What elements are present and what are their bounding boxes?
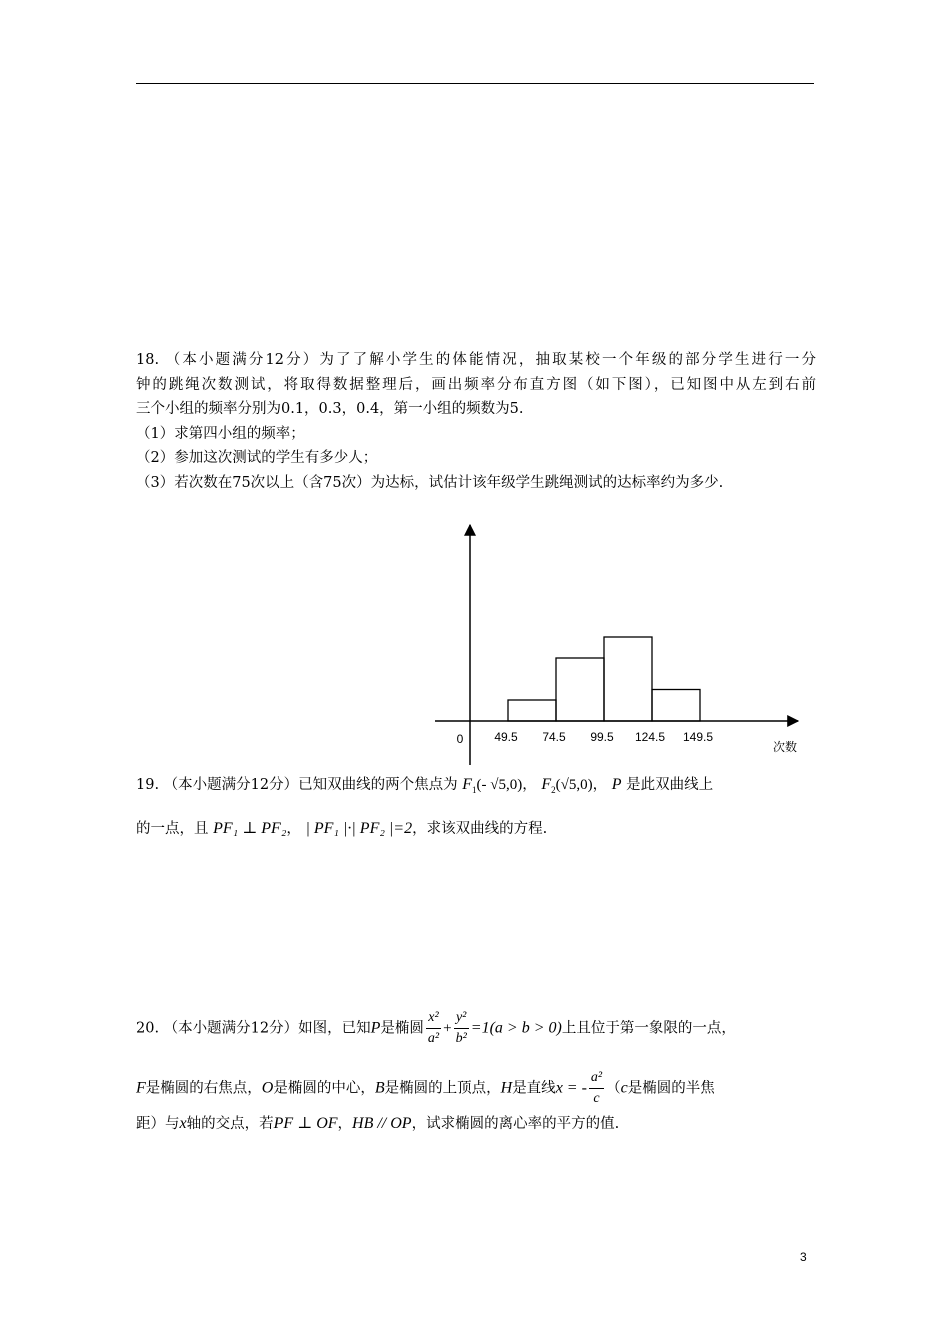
focus-f1: $F_1$ [462, 776, 477, 796]
point-p: P [611, 776, 622, 793]
q18-line-3: 三个小组的频率分别为0.1，0.3，0.4，第一小组的频数为5. [136, 401, 524, 417]
ellipse-equation-tail: =1(a > b > 0) [470, 1019, 562, 1037]
perpendicular-condition: PF₁ ⊥ PF₂ [213, 820, 287, 837]
focus-f2-coord: (√5,0) [555, 777, 593, 793]
q19-line-1: 19. （本小题满分12分）已知双曲线的两个焦点为 $F_1(-$ √5,0)， $F_2(√5,0)$， P 是此双曲线上 [136, 776, 714, 796]
x-axis-label: 次数 [772, 740, 798, 754]
fraction-x2-a2: $\frac{\text{x²}}{\text{a²}}$ [427, 1010, 440, 1046]
x-tick-label: 99.5 [590, 730, 614, 744]
condition-hb-parallel-op: HB // OP [352, 1115, 412, 1132]
q20-line-3: 距）与x轴的交点，若PF ⊥ OF，HB // OP，试求椭圆的离心率的平方的值. [136, 1115, 620, 1132]
focus-f1-coord: (- √5,0) [476, 777, 523, 793]
q19-tail: 是此双曲线上 [626, 777, 714, 793]
q18-part-2: （2）参加这次测试的学生有多少人； [136, 450, 378, 466]
frequency-histogram [420, 515, 810, 765]
condition-pf-perp-of: PF ⊥ OF [273, 1115, 338, 1132]
q19-intro: 19. （本小题满分12分）已知双曲线的两个焦点为 [136, 777, 458, 793]
histogram-bar [604, 637, 652, 721]
x-tick-label: 74.5 [542, 730, 566, 744]
q19-line-2: 的一点，且 PF₁ ⊥ PF₂， | PF₁ |·| PF₂ |=2，求该双曲线的方程. [136, 820, 548, 837]
point-p: P [370, 1019, 381, 1037]
x-tick-labels [494, 730, 713, 744]
q18-line-1: 18. （本小题满分12分）为了了解小学生的体能情况，抽取某校一个年级的部分学生进行一分 [136, 352, 816, 368]
x-tick-label: 124.5 [634, 730, 666, 744]
fraction-y2-b2: $\frac{\text{y²}}{\text{b²}}$ [455, 1010, 467, 1046]
q20-line-2: F是椭圆的右焦点，O是椭圆的中心，B是椭圆的上顶点，H是直线x = - $\frac{\text{a²}}{c}$ （c是椭圆的半焦 [136, 1068, 816, 1112]
origin-label: 0 [456, 732, 464, 746]
q18-line-2: 钟的跳绳次数测试，将取得数据整理后，画出频率分布直方图（如下图），已知图中从左到右前 [136, 376, 816, 393]
q20-line-1: 20. （本小题满分12分）如图，已知P是椭圆 $\frac{\text{x²}}{\text{a²}}$ + $\frac{\text{y²}}{\text{b²}}$ =1(a > b > 0)上且位于第一象限的一点， [136, 1008, 816, 1068]
histogram-bars [508, 637, 700, 721]
question-18 [136, 348, 816, 495]
question-20 [136, 1008, 816, 1137]
q18-part-3: （3）若次数在75次以上（含75次）为达标，试估计该年级学生跳绳测试的达标率约为多少. [136, 474, 724, 491]
page-number: 3 [800, 1250, 807, 1264]
histogram-bar [652, 690, 700, 722]
fraction-a2-c: $\frac{\text{a²}}{c}$ [590, 1070, 603, 1106]
x-tick-label: 49.5 [494, 730, 518, 744]
histogram-bar [556, 658, 604, 721]
header-rule [136, 83, 814, 84]
question-19 [136, 772, 816, 844]
product-condition: | PF₁ |·| PF₂ |=2 [305, 820, 413, 837]
x-tick-label: 149.5 [682, 730, 714, 744]
focus-f2: $F_2$ [541, 776, 556, 796]
q18-part-1: （1）求第四小组的频率； [136, 425, 305, 442]
histogram-bar [508, 700, 556, 721]
